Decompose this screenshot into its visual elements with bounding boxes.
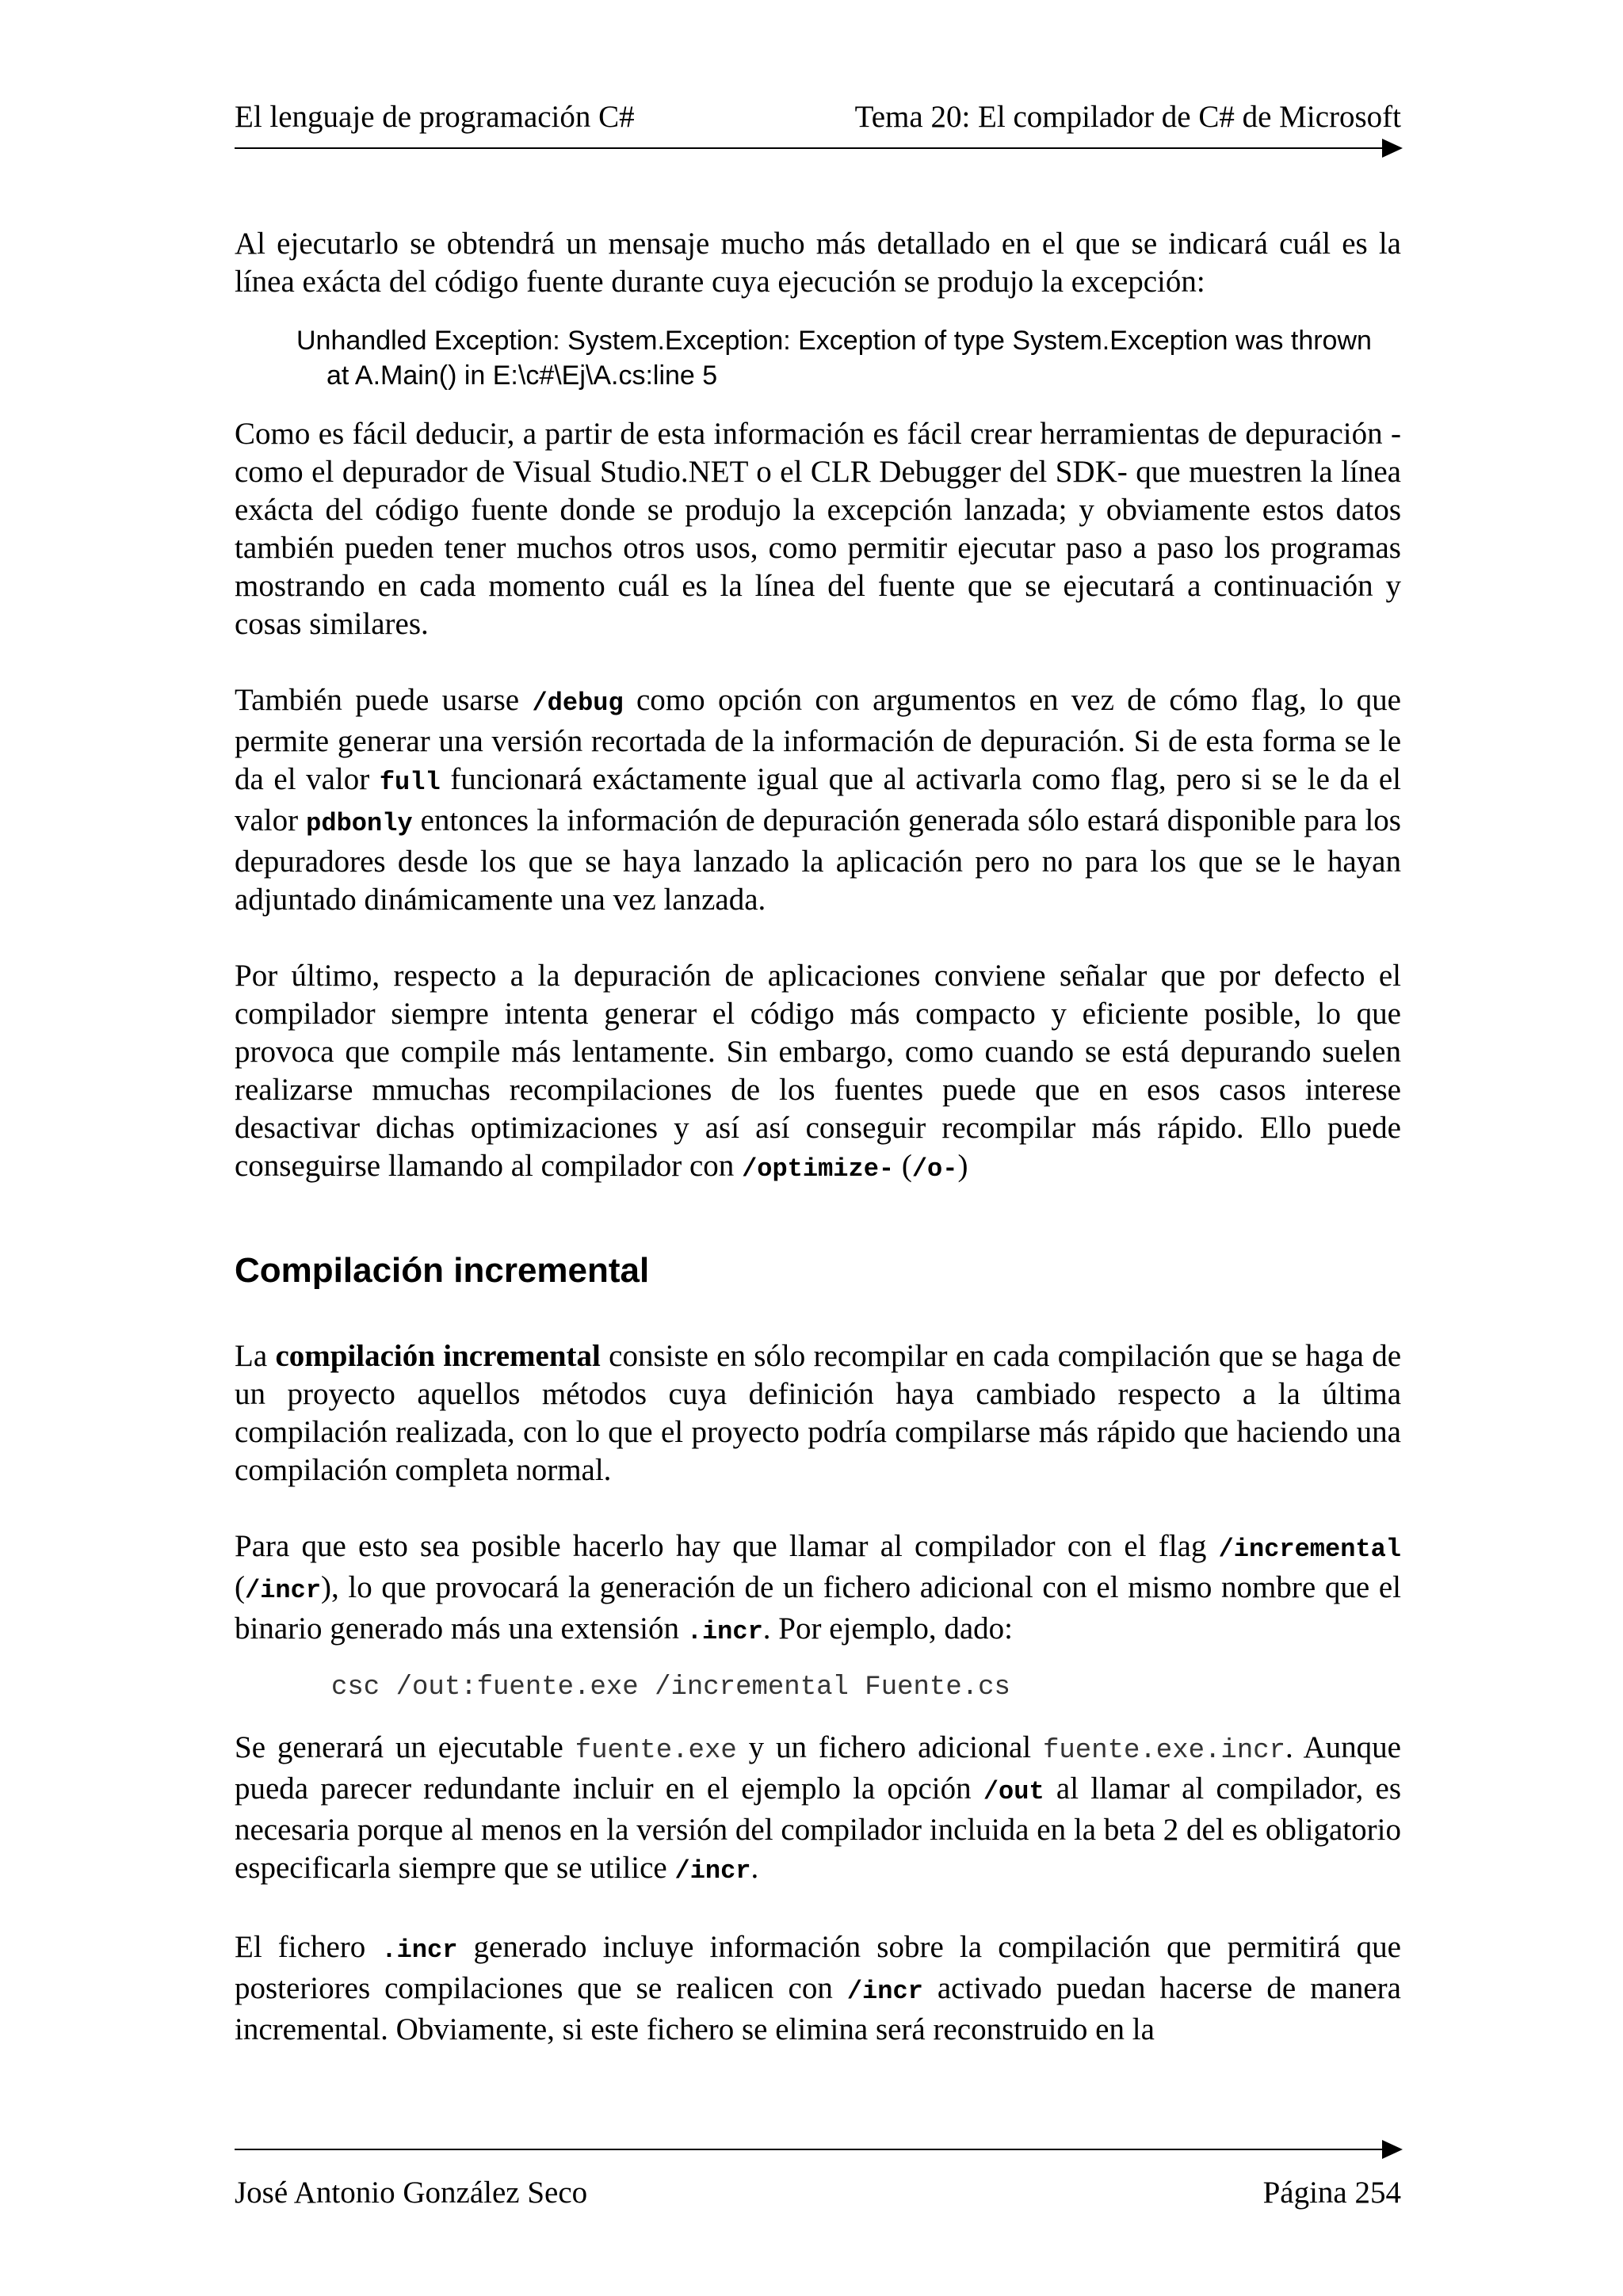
footer-arrow-icon bbox=[1382, 2140, 1403, 2159]
paragraph-1: Al ejecutarlo se obtendrá un mensaje mucho más detallado en el que se indicará cuál es la línea exácta del código fuente durante cuya ejecución se produjo la excepción: bbox=[235, 227, 1401, 299]
exception-output bbox=[296, 323, 1401, 393]
code-incremental: /incremental bbox=[1218, 1535, 1401, 1564]
code-o: /o- bbox=[911, 1154, 958, 1184]
paragraph-6: Para que esto sea posible hacerlo hay que llamar al compilador con el flag /incremental (/incr), lo que provocará la generación de un fichero adicional con el mismo nombre que el binario generado más una extensión .incr. Por ejemplo, dado: bbox=[235, 1529, 1401, 1646]
paragraph-7: Se generará un ejecutable fuente.exe y un fichero adicional fuente.exe.incr. Aunque pueda parecer redundante incluir en el ejemplo la opción /out al llamar al compilador, es necesaria porque al menos en la versión del compilador incluida en la beta 2 del es obligatorio especificarla siempre que se utilice /incr. bbox=[235, 1730, 1402, 1886]
header-book-title: El lenguaje de programación C# bbox=[235, 100, 635, 134]
exception-line-1: Unhandled Exception: System.Exception: Exception of type System.Exception was thrown bbox=[296, 326, 1372, 356]
bold-term: compilación incremental bbox=[275, 1339, 601, 1373]
code-fuente-exe: fuente.exe bbox=[575, 1736, 737, 1766]
footer-author: José Antonio González Seco bbox=[235, 2176, 588, 2210]
section-heading: Compilación incremental bbox=[235, 1251, 650, 1290]
code-incr-file: .incr bbox=[381, 1936, 458, 1965]
exception-line-2: at A.Main() in E:\c#\Ej\A.cs:line 5 bbox=[327, 360, 718, 391]
code-fuente-exe-incr: fuente.exe.incr bbox=[1042, 1736, 1286, 1766]
page-header bbox=[235, 98, 1401, 136]
paragraph-8: El fichero .incr generado incluye información sobre la compilación que permitirá que posteriores compilaciones que se realicen con /incr activado puedan hacerse de manera incremental. Obviamente, si este fichero se elimina será reconstruido en la bbox=[235, 1930, 1401, 2046]
code-full: full bbox=[379, 768, 441, 797]
header-arrow-icon bbox=[1382, 139, 1403, 158]
footer-page-number: Página 254 bbox=[1262, 2176, 1401, 2210]
footer-rule bbox=[235, 2149, 1385, 2150]
paragraph-2: Como es fácil deducir, a partir de esta información es fácil crear herramientas de depuración -como el depurador de Visual Studio.NET o el CLR Debugger del SDK- que muestren la línea exácta del código fuente donde se produjo la excepción lanzada; y obviamente estos datos también pueden tener muchos otros usos, como permitir ejecutar paso a paso los programas mostrando en cada momento cuál es la línea del fuente que se ejecutará a continuación y cosas similares. bbox=[235, 417, 1401, 641]
code-incr-ext: .incr bbox=[686, 1617, 763, 1646]
command-example: csc /out:fuente.exe /incremental Fuente.cs bbox=[331, 1672, 1010, 1703]
paragraph-5: La compilación incremental consiste en sólo recompilar en cada compilación que se haga de un proyecto aquellos métodos cuya definición haya cambiado respecto a la última compilación realizada, con lo que el proyecto podría compilarse más rápido que haciendo una compilación completa normal. bbox=[235, 1339, 1402, 1487]
paragraph-4: Por último, respecto a la depuración de aplicaciones conviene señalar que por defecto el compilador siempre intenta generar el código más compacto y eficiente posible, lo que provoca que compile más lentamente. Sin embargo, como cuando se está depurando suelen realizarse mmuchas recompilaciones de los fuentes puede que en esos casos interese desactivar dichas optimizaciones y así así conseguir recompilar más rápido. Ello puede conseguirse llamando al compilador con /optimize- (/o-) bbox=[235, 959, 1401, 1184]
header-chapter-title: Tema 20: El compilador de C# de Microsoft bbox=[854, 100, 1401, 134]
paragraph-3: También puede usarse /debug como opción con argumentos en vez de cómo flag, lo que permite generar una versión recortada de la información de depuración. Si de esta forma se le da el valor full funcionará exáctamente igual que al activarla como flag, pero si se le da el valor pdbonly entonces la información de depuración generada sólo estará disponible para los depuradores desde los que se haya lanzado la aplicación pero no para los que se le hayan adjuntado dinámicamente una vez lanzada. bbox=[235, 683, 1401, 917]
code-debug: /debug bbox=[532, 688, 624, 718]
code-out: /out bbox=[983, 1777, 1044, 1806]
code-pdbonly: pdbonly bbox=[306, 809, 413, 838]
code-incr: /incr bbox=[245, 1576, 322, 1605]
page-body bbox=[235, 225, 1401, 2049]
code-incr-3: /incr bbox=[846, 1977, 923, 2006]
code-incr-2: /incr bbox=[674, 1856, 751, 1886]
page-footer bbox=[235, 2174, 1401, 2212]
code-optimize: /optimize- bbox=[742, 1154, 895, 1184]
header-rule bbox=[235, 147, 1385, 149]
